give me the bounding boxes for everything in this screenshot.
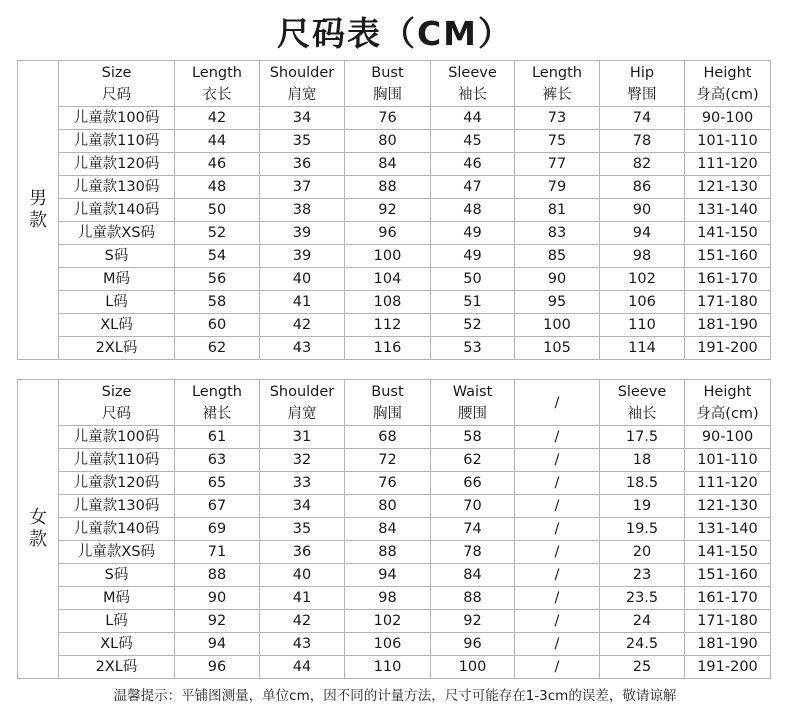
men-group-label xyxy=(18,61,59,360)
value-cell: 80 xyxy=(345,130,431,153)
size-cell: 儿童款120码 xyxy=(59,472,175,495)
value-cell: 17.5 xyxy=(600,426,685,449)
value-cell: 46 xyxy=(175,153,260,176)
table-row xyxy=(18,518,771,541)
value-cell: 90-100 xyxy=(685,426,771,449)
size-cell: 儿童款130码 xyxy=(59,176,175,199)
table-row xyxy=(18,314,771,337)
value-cell: 43 xyxy=(260,337,345,360)
men-header-cell xyxy=(515,61,600,107)
value-cell: 56 xyxy=(175,268,260,291)
header-en: Shoulder xyxy=(269,64,335,81)
women-table-body xyxy=(18,380,771,679)
value-cell: / xyxy=(515,472,600,495)
header-en: Shoulder xyxy=(269,383,335,400)
value-cell: 116 xyxy=(345,337,431,360)
value-cell: 100 xyxy=(345,245,431,268)
value-cell: 94 xyxy=(175,633,260,656)
header-en: Size xyxy=(101,64,132,81)
value-cell: 49 xyxy=(431,245,515,268)
women-group-label xyxy=(18,380,59,679)
value-cell: 77 xyxy=(515,153,600,176)
women-header-cell xyxy=(345,380,431,426)
value-cell: 24 xyxy=(600,610,685,633)
value-cell: 76 xyxy=(345,472,431,495)
header-cn: 肩宽 xyxy=(287,86,317,103)
value-cell: 88 xyxy=(431,587,515,610)
value-cell: 18 xyxy=(600,449,685,472)
value-cell: 60 xyxy=(175,314,260,337)
value-cell: / xyxy=(515,518,600,541)
value-cell: 131-140 xyxy=(685,518,771,541)
value-cell: 110 xyxy=(345,656,431,679)
value-cell: 96 xyxy=(175,656,260,679)
value-cell: / xyxy=(515,495,600,518)
size-cell: 儿童款140码 xyxy=(59,199,175,222)
value-cell: 84 xyxy=(345,518,431,541)
header-cn: 身高(cm) xyxy=(696,405,759,422)
value-cell: 34 xyxy=(260,495,345,518)
value-cell: 75 xyxy=(515,130,600,153)
size-cell: 儿童款110码 xyxy=(59,130,175,153)
value-cell: 94 xyxy=(345,564,431,587)
value-cell: 40 xyxy=(260,268,345,291)
table-row xyxy=(18,130,771,153)
value-cell: 25 xyxy=(600,656,685,679)
value-cell: 100 xyxy=(515,314,600,337)
value-cell: 48 xyxy=(431,199,515,222)
value-cell: 62 xyxy=(175,337,260,360)
value-cell: 171-180 xyxy=(685,610,771,633)
value-cell: 73 xyxy=(515,107,600,130)
size-cell: XL码 xyxy=(59,633,175,656)
size-cell: 儿童款100码 xyxy=(59,107,175,130)
table-row xyxy=(18,199,771,222)
value-cell: 181-190 xyxy=(685,314,771,337)
value-cell: 88 xyxy=(345,541,431,564)
women-header-cell xyxy=(59,380,175,426)
value-cell: 82 xyxy=(600,153,685,176)
value-cell: 52 xyxy=(431,314,515,337)
value-cell: 121-130 xyxy=(685,176,771,199)
value-cell: 36 xyxy=(260,541,345,564)
value-cell: 23 xyxy=(600,564,685,587)
value-cell: 81 xyxy=(515,199,600,222)
measurement-note: 温馨提示：平铺图测量，单位cm，因不同的计量方法，尺寸可能存在1-3cm的误差，敬请谅解 xyxy=(113,688,677,704)
value-cell: 90 xyxy=(515,268,600,291)
value-cell: 111-120 xyxy=(685,472,771,495)
men-header-cell xyxy=(431,61,515,107)
women-group-char: 款 xyxy=(29,529,47,550)
value-cell: 191-200 xyxy=(685,337,771,360)
value-cell: 92 xyxy=(431,610,515,633)
men-header-cell xyxy=(59,61,175,107)
value-cell: 41 xyxy=(260,291,345,314)
value-cell: 68 xyxy=(345,426,431,449)
value-cell: 31 xyxy=(260,426,345,449)
men-header-cell xyxy=(685,61,771,107)
value-cell: 90 xyxy=(600,199,685,222)
value-cell: 171-180 xyxy=(685,291,771,314)
value-cell: 74 xyxy=(431,518,515,541)
value-cell: 18.5 xyxy=(600,472,685,495)
size-cell: M码 xyxy=(59,268,175,291)
value-cell: 52 xyxy=(175,222,260,245)
value-cell: 79 xyxy=(515,176,600,199)
header-en: Bust xyxy=(371,383,404,400)
table-row xyxy=(18,176,771,199)
header-cn: 袖长 xyxy=(627,405,657,422)
value-cell: 58 xyxy=(431,426,515,449)
value-cell: 100 xyxy=(431,656,515,679)
value-cell: 35 xyxy=(260,518,345,541)
value-cell: 58 xyxy=(175,291,260,314)
size-cell: 儿童款140码 xyxy=(59,518,175,541)
value-cell: 92 xyxy=(345,199,431,222)
header-en: Length xyxy=(191,383,242,400)
size-cell: 儿童款XS码 xyxy=(59,541,175,564)
value-cell: 83 xyxy=(515,222,600,245)
value-cell: 49 xyxy=(431,222,515,245)
size-cell: 儿童款XS码 xyxy=(59,222,175,245)
value-cell: 90 xyxy=(175,587,260,610)
men-header-row xyxy=(18,61,771,107)
value-cell: 41 xyxy=(260,587,345,610)
value-cell: 23.5 xyxy=(600,587,685,610)
table-row xyxy=(18,564,771,587)
value-cell: 112 xyxy=(345,314,431,337)
header-cn: 胸围 xyxy=(373,86,402,103)
value-cell: 98 xyxy=(600,245,685,268)
value-cell: 76 xyxy=(345,107,431,130)
women-header-row xyxy=(18,380,771,426)
value-cell: / xyxy=(515,587,600,610)
men-size-table xyxy=(17,60,771,360)
table-row xyxy=(18,656,771,679)
size-cell: 儿童款100码 xyxy=(59,426,175,449)
header-cn: 腰围 xyxy=(458,405,487,422)
header-en: Sleeve xyxy=(448,64,497,81)
value-cell: 42 xyxy=(260,610,345,633)
men-group-char: 男 xyxy=(29,188,47,209)
value-cell: 181-190 xyxy=(685,633,771,656)
header-en: Length xyxy=(191,64,242,81)
value-cell: 106 xyxy=(600,291,685,314)
value-cell: 47 xyxy=(431,176,515,199)
value-cell: 78 xyxy=(600,130,685,153)
value-cell: 54 xyxy=(175,245,260,268)
value-cell: 121-130 xyxy=(685,495,771,518)
value-cell: 40 xyxy=(260,564,345,587)
value-cell: / xyxy=(515,541,600,564)
value-cell: 85 xyxy=(515,245,600,268)
value-cell: 62 xyxy=(431,449,515,472)
men-header-cell xyxy=(600,61,685,107)
page-title: 尺码表（CM） xyxy=(276,14,514,53)
value-cell: 71 xyxy=(175,541,260,564)
women-header-cell xyxy=(175,380,260,426)
women-group-char: 女 xyxy=(29,507,47,528)
women-header-cell xyxy=(685,380,771,426)
header-en: Bust xyxy=(371,64,404,81)
header-en: Sleeve xyxy=(617,383,667,400)
value-cell: 46 xyxy=(431,153,515,176)
header-cn: 尺码 xyxy=(102,405,131,422)
header-cn: 尺码 xyxy=(102,86,131,103)
value-cell: 51 xyxy=(431,291,515,314)
value-cell: 20 xyxy=(600,541,685,564)
value-cell: 78 xyxy=(431,541,515,564)
table-row xyxy=(18,107,771,130)
women-header-cell xyxy=(431,380,515,426)
value-cell: 84 xyxy=(345,153,431,176)
value-cell: 98 xyxy=(345,587,431,610)
header-en: Hip xyxy=(629,64,655,81)
table-row xyxy=(18,495,771,518)
value-cell: 34 xyxy=(260,107,345,130)
value-cell: 96 xyxy=(431,633,515,656)
value-cell: 50 xyxy=(175,199,260,222)
value-cell: 65 xyxy=(175,472,260,495)
value-cell: / xyxy=(515,633,600,656)
header-en: Waist xyxy=(452,383,493,400)
table-row xyxy=(18,245,771,268)
table-row xyxy=(18,449,771,472)
value-cell: 102 xyxy=(345,610,431,633)
value-cell: 92 xyxy=(175,610,260,633)
table-row xyxy=(18,153,771,176)
value-cell: 161-170 xyxy=(685,268,771,291)
header-cn: 身高(cm) xyxy=(696,86,759,103)
value-cell: 110 xyxy=(600,314,685,337)
size-cell: M码 xyxy=(59,587,175,610)
value-cell: 35 xyxy=(260,130,345,153)
value-cell: 45 xyxy=(431,130,515,153)
header-en: Size xyxy=(101,383,132,400)
table-row xyxy=(18,472,771,495)
value-cell: 38 xyxy=(260,199,345,222)
value-cell: 88 xyxy=(345,176,431,199)
value-cell: 161-170 xyxy=(685,587,771,610)
header-en: Length xyxy=(531,64,582,81)
value-cell: / xyxy=(515,564,600,587)
value-cell: 33 xyxy=(260,472,345,495)
table-row xyxy=(18,541,771,564)
value-cell: 63 xyxy=(175,449,260,472)
men-header-cell xyxy=(175,61,260,107)
women-header-cell xyxy=(515,380,600,426)
value-cell: 95 xyxy=(515,291,600,314)
table-row xyxy=(18,268,771,291)
value-cell: 37 xyxy=(260,176,345,199)
value-cell: 151-160 xyxy=(685,564,771,587)
value-cell: 32 xyxy=(260,449,345,472)
men-header-cell xyxy=(260,61,345,107)
value-cell: 94 xyxy=(600,222,685,245)
value-cell: 96 xyxy=(345,222,431,245)
value-cell: 44 xyxy=(175,130,260,153)
value-cell: 102 xyxy=(600,268,685,291)
value-cell: / xyxy=(515,656,600,679)
size-cell: 2XL码 xyxy=(59,337,175,360)
value-cell: 131-140 xyxy=(685,199,771,222)
size-cell: XL码 xyxy=(59,314,175,337)
header-en: Height xyxy=(703,64,752,81)
value-cell: 42 xyxy=(260,314,345,337)
size-cell: S码 xyxy=(59,564,175,587)
value-cell: 39 xyxy=(260,245,345,268)
size-cell: 2XL码 xyxy=(59,656,175,679)
value-cell: / xyxy=(515,426,600,449)
value-cell: 66 xyxy=(431,472,515,495)
value-cell: 48 xyxy=(175,176,260,199)
value-cell: 39 xyxy=(260,222,345,245)
size-cell: L码 xyxy=(59,610,175,633)
value-cell: 108 xyxy=(345,291,431,314)
size-cell: L码 xyxy=(59,291,175,314)
value-cell: / xyxy=(515,610,600,633)
value-cell: 53 xyxy=(431,337,515,360)
value-cell: 84 xyxy=(431,564,515,587)
value-cell: 80 xyxy=(345,495,431,518)
header-cn: 袖长 xyxy=(458,86,487,103)
women-header-cell xyxy=(260,380,345,426)
value-cell: 44 xyxy=(431,107,515,130)
value-cell: 191-200 xyxy=(685,656,771,679)
value-cell: 88 xyxy=(175,564,260,587)
size-cell: S码 xyxy=(59,245,175,268)
size-cell: 儿童款110码 xyxy=(59,449,175,472)
value-cell: 104 xyxy=(345,268,431,291)
header-cn: 胸围 xyxy=(373,405,402,422)
value-cell: 42 xyxy=(175,107,260,130)
value-cell: 141-150 xyxy=(685,222,771,245)
value-cell: 101-110 xyxy=(685,449,771,472)
table-row xyxy=(18,222,771,245)
value-cell: 90-100 xyxy=(685,107,771,130)
value-cell: 72 xyxy=(345,449,431,472)
value-cell: 111-120 xyxy=(685,153,771,176)
size-cell: 儿童款120码 xyxy=(59,153,175,176)
value-cell: 141-150 xyxy=(685,541,771,564)
value-cell: 50 xyxy=(431,268,515,291)
value-cell: 36 xyxy=(260,153,345,176)
header-cn: 裤长 xyxy=(542,86,572,103)
table-row xyxy=(18,587,771,610)
value-cell: 70 xyxy=(431,495,515,518)
table-row xyxy=(18,426,771,449)
header-cn: 衣长 xyxy=(202,86,232,103)
header-en: / xyxy=(554,394,560,411)
value-cell: 74 xyxy=(600,107,685,130)
table-row xyxy=(18,610,771,633)
value-cell: 61 xyxy=(175,426,260,449)
women-size-table xyxy=(17,379,771,679)
table-row xyxy=(18,633,771,656)
men-header-cell xyxy=(345,61,431,107)
value-cell: 105 xyxy=(515,337,600,360)
value-cell: 86 xyxy=(600,176,685,199)
men-table-body xyxy=(18,61,771,360)
size-cell: 儿童款130码 xyxy=(59,495,175,518)
value-cell: 19 xyxy=(600,495,685,518)
header-cn: 臀围 xyxy=(627,86,657,103)
table-row xyxy=(18,337,771,360)
value-cell: 24.5 xyxy=(600,633,685,656)
value-cell: 44 xyxy=(260,656,345,679)
value-cell: 67 xyxy=(175,495,260,518)
header-cn: 裙长 xyxy=(202,405,232,422)
value-cell: 106 xyxy=(345,633,431,656)
table-row xyxy=(18,291,771,314)
value-cell: 114 xyxy=(600,337,685,360)
value-cell: 101-110 xyxy=(685,130,771,153)
header-en: Height xyxy=(703,383,752,400)
men-group-char: 款 xyxy=(29,210,47,231)
women-header-cell xyxy=(600,380,685,426)
value-cell: / xyxy=(515,449,600,472)
value-cell: 151-160 xyxy=(685,245,771,268)
value-cell: 69 xyxy=(175,518,260,541)
header-cn: 肩宽 xyxy=(287,405,317,422)
value-cell: 43 xyxy=(260,633,345,656)
value-cell: 19.5 xyxy=(600,518,685,541)
